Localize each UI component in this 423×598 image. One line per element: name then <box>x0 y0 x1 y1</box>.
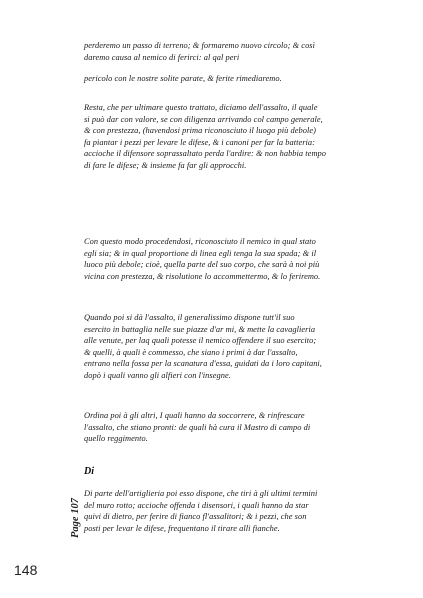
page-number: 148 <box>14 562 38 578</box>
paragraph-1 <box>84 40 384 63</box>
side-page-label: Page 107 <box>70 498 81 538</box>
paragraph-6 <box>84 410 384 445</box>
paragraph-5 <box>84 312 384 382</box>
paragraph-3 <box>84 102 384 172</box>
section-heading: Di <box>84 466 94 477</box>
paragraph-text: pericolo con le nostre solite parate, & ferite rimediaremo. <box>84 74 282 83</box>
paragraph-text: Resta, che per ultimare questo trattato, diciamo dell'assalto, il quale si può dar con valore, se con diligenza arrivando col campo generale, & con prestezza, (havendosi prima riconosciuto il luogo più debole) fa piantar i pezzi per levare le difese, & i canoni per far la batteria: accioche il difensore soprassaltato perda l'ardire: & non habbia tempo di fare le difese; & insieme fa far gli approcchi. <box>84 103 327 170</box>
paragraph-text: perderemo un passo di terreno; & formaremo nuovo circolo; & così daremo causa al nemico di ferirci: al qal peri <box>84 41 315 62</box>
paragraph-text: Ordina poi à gli altri, I quali hanno da soccorrere, & rinfrescare l'assalto, che stiano pronti: de quali hà cura il Mastro di campo di quello reggimento. <box>84 411 311 444</box>
paragraph-7 <box>84 488 384 534</box>
paragraph-text: Di parte dell'artiglieria poi esso dispone, che tiri à gli ultimi termini del muro rotto; accioche offenda i disensori, i quali hanno da star quivi di dietro, per ferire di fianco fl'assalitori; & i pezzi, che son posti per levar le difese, frequentano il tirare alli fianche. <box>84 489 318 533</box>
paragraph-2 <box>84 73 384 85</box>
paragraph-4 <box>84 236 384 282</box>
paragraph-text: Quando poi si dà l'assalto, il generalissimo dispone tutt'il suo esercito in battaglia nelle sue piazze d'ar mi, & mette la cavaglieria alle venute, per laq quali potesse il nemico offendere il suo esercito; & quelli, à quali è commesso, che siano i primi à dar l'assalto, entrano nella fossa per la scanatura d'essa, guidati da i loro capitani, dopò i quali vanno gli alfieri con l'insegne. <box>84 313 322 380</box>
paragraph-text: Con questo modo procedendosi, riconosciuto il nemico in qual stato egli sia; & in qual proportione di linea egli tenga la sua spada; & il luoco più debole; cioè, quella parte del suo corpo, che sarà à noi più vicina con prestezza, & risolutione lo accommettermo, & lo feriremo. <box>84 237 321 281</box>
